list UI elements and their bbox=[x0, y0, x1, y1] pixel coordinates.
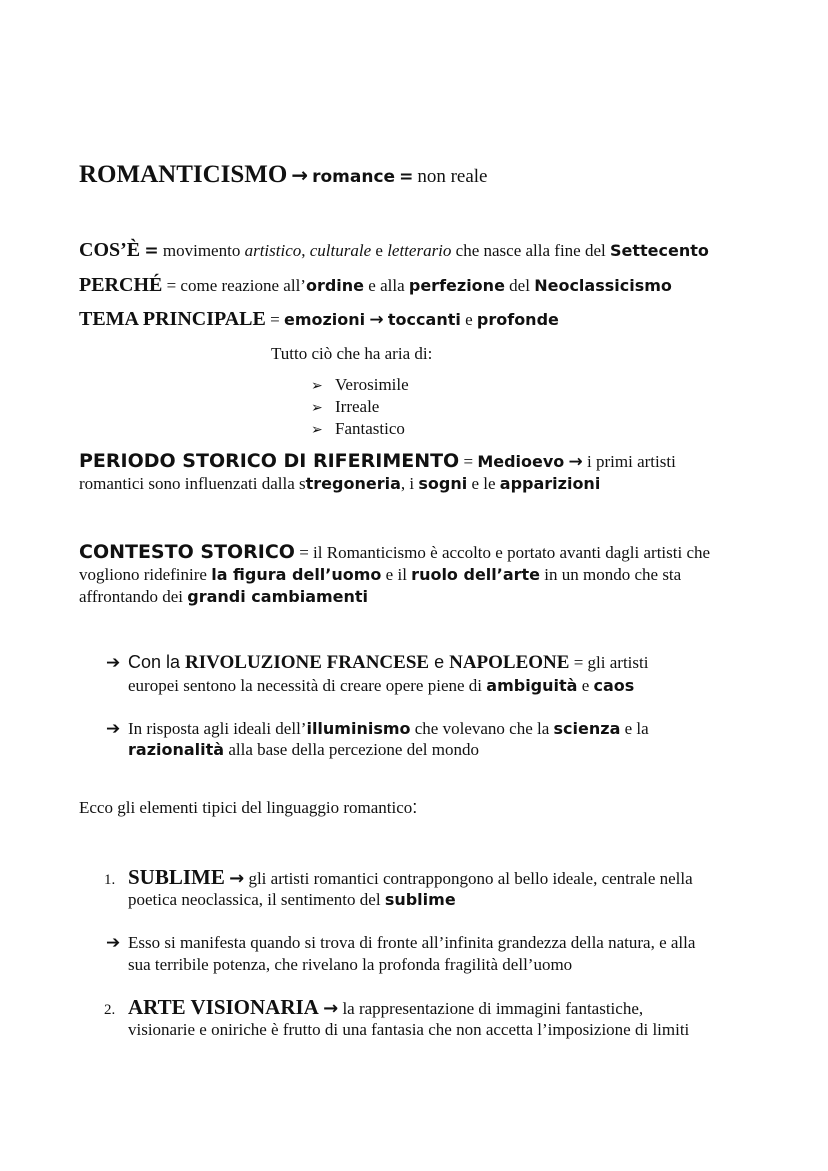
contesto-label: CONTESTO STORICO bbox=[79, 541, 295, 563]
arrow-icon: → bbox=[369, 310, 384, 330]
list-item bbox=[311, 396, 409, 418]
item-bold: sublime bbox=[384, 890, 456, 909]
perche-line bbox=[79, 275, 672, 296]
perche-text: del bbox=[504, 276, 535, 295]
cose-eq: = bbox=[144, 241, 159, 261]
contesto-line3 bbox=[79, 586, 368, 607]
bullet-text: alla base della percezione del mondo bbox=[224, 740, 479, 759]
title-word: romance bbox=[312, 167, 396, 187]
bullet-text: europei sentono la necessità di creare opere piene di bbox=[128, 676, 487, 695]
contesto-text: vogliono ridefinire bbox=[79, 565, 212, 584]
arrow-bullet-icon: ➔ bbox=[106, 719, 121, 739]
contesto-line2 bbox=[79, 564, 681, 585]
perche-bold: perfezione bbox=[408, 276, 505, 295]
item-number: 2. bbox=[104, 1002, 116, 1018]
bullet-text: = gli artisti bbox=[569, 653, 649, 672]
title-meaning: non reale bbox=[417, 166, 488, 187]
list-item bbox=[311, 418, 409, 440]
contesto-bold: la figura dell’uomo bbox=[211, 565, 382, 584]
periodo-text: e le bbox=[467, 474, 500, 493]
sub-bullet-line1 bbox=[106, 932, 695, 954]
triangle-bullet-icon: ➢ bbox=[311, 378, 323, 394]
perche-text: = come reazione all’ bbox=[162, 276, 306, 295]
arrow-icon: → bbox=[291, 163, 309, 187]
list-item-1-line1 bbox=[104, 865, 693, 892]
perche-label: PERCHÉ bbox=[79, 274, 163, 296]
ecco-line bbox=[79, 797, 417, 818]
tema-text: e bbox=[460, 310, 477, 329]
bullet-text: e bbox=[577, 676, 594, 695]
tema-bold: toccanti bbox=[387, 310, 461, 329]
periodo-bold: Medioevo bbox=[477, 452, 565, 471]
tutto-intro: Tutto ciò che ha aria di: bbox=[271, 344, 433, 363]
bullet-text: In risposta agli ideali dell’ bbox=[128, 719, 307, 738]
triangle-bullet-icon: ➢ bbox=[311, 400, 323, 416]
tutto-list bbox=[311, 374, 409, 440]
bullet-1-line2 bbox=[128, 675, 634, 696]
bullet-bold: ambiguità bbox=[486, 676, 578, 695]
perche-bold: ordine bbox=[305, 276, 365, 295]
ecco-colon: : bbox=[412, 797, 418, 817]
contesto-text: affrontando dei bbox=[79, 587, 188, 606]
contesto-text: in un mondo che sta bbox=[540, 565, 682, 584]
bullet-bold: razionalità bbox=[128, 740, 225, 759]
list-item-label: Fantastico bbox=[335, 419, 405, 438]
arrow-bullet-icon: ➔ bbox=[106, 933, 121, 953]
sub-text: Esso si manifesta quando si trova di fronte all’infinita grandezza della natura, e alla bbox=[128, 933, 696, 952]
bullet-1-line1 bbox=[106, 651, 648, 674]
sub-text: sua terribile potenza, che rivelano la profonda fragilità dell’uomo bbox=[128, 955, 573, 974]
periodo-text: romantici sono influenzati dalla s bbox=[79, 474, 306, 493]
bullet-text: Con la bbox=[128, 652, 186, 672]
bullet-text: e la bbox=[620, 719, 649, 738]
perche-text: e alla bbox=[364, 276, 409, 295]
contesto-line1 bbox=[79, 542, 710, 563]
periodo-text: i primi artisti bbox=[582, 452, 676, 471]
triangle-bullet-icon: ➢ bbox=[311, 422, 323, 438]
bullet-bold: NAPOLEONE bbox=[449, 652, 570, 673]
list-item-2-line2 bbox=[128, 1019, 689, 1040]
list-item-1-line2 bbox=[128, 889, 456, 910]
item-label: ARTE VISIONARIA bbox=[128, 995, 319, 1019]
arrow-icon: → bbox=[568, 452, 583, 472]
arrow-icon: → bbox=[229, 868, 245, 889]
item-text: visionarie e oniriche è frutto di una fantasia che non accetta l’imposizione di limiti bbox=[128, 1020, 690, 1039]
cose-text: che nasce alla fine del bbox=[451, 241, 610, 260]
item-text: la rappresentazione di immagini fantastiche, bbox=[338, 999, 644, 1018]
list-item-2-line1 bbox=[104, 995, 643, 1022]
periodo-bold: sogni bbox=[418, 474, 468, 493]
contesto-bold: ruolo dell’arte bbox=[411, 565, 541, 584]
cose-text: movimento bbox=[162, 241, 245, 260]
tema-text: = bbox=[265, 310, 284, 329]
list-item bbox=[311, 374, 409, 396]
title-eq: = bbox=[399, 167, 414, 187]
arrow-bullet-icon: ➔ bbox=[106, 653, 121, 673]
page-title bbox=[79, 161, 487, 189]
tema-line bbox=[79, 309, 559, 331]
cose-text: , bbox=[301, 241, 310, 260]
item-number: 1. bbox=[104, 872, 116, 888]
ecco-text: Ecco gli elementi tipici del linguaggio romantico bbox=[79, 798, 413, 817]
periodo-text: , i bbox=[400, 474, 419, 493]
cose-italic: letterario bbox=[387, 241, 452, 260]
cose-italic: artistico bbox=[244, 241, 302, 260]
bullet-text: e bbox=[429, 652, 450, 672]
tema-bold: profonde bbox=[476, 310, 559, 329]
periodo-line2 bbox=[79, 473, 600, 494]
cose-italic: culturale bbox=[309, 241, 372, 260]
tema-bold: emozioni bbox=[283, 310, 366, 329]
bullet-bold: RIVOLUZIONE FRANCESE bbox=[185, 652, 430, 673]
periodo-bold: tregoneria bbox=[305, 474, 401, 493]
item-text: poetica neoclassica, il sentimento del bbox=[128, 890, 385, 909]
periodo-line1 bbox=[79, 451, 676, 473]
cose-line bbox=[79, 240, 709, 262]
contesto-bold: grandi cambiamenti bbox=[187, 587, 369, 606]
periodo-bold: apparizioni bbox=[499, 474, 601, 493]
item-label: SUBLIME bbox=[128, 865, 225, 889]
cose-label: COS’È bbox=[79, 239, 141, 261]
item-text: gli artisti romantici contrappongono al bello ideale, centrale nella bbox=[244, 869, 693, 888]
arrow-icon: → bbox=[323, 998, 339, 1019]
title-main: ROMANTICISMO bbox=[79, 161, 288, 188]
bullet-bold: illuminismo bbox=[306, 719, 411, 738]
cose-bold: Settecento bbox=[609, 241, 709, 260]
contesto-text: e il bbox=[381, 565, 412, 584]
perche-bold: Neoclassicismo bbox=[534, 276, 672, 295]
contesto-text: = il Romanticismo è accolto e portato avanti dagli artisti che bbox=[294, 543, 711, 562]
sub-bullet-line2 bbox=[128, 954, 572, 975]
list-item-label: Irreale bbox=[335, 397, 380, 416]
bullet-2-line2 bbox=[128, 739, 479, 760]
bullet-bold: scienza bbox=[553, 719, 621, 738]
periodo-text: = bbox=[459, 452, 478, 471]
list-item-label: Verosimile bbox=[335, 375, 409, 394]
cose-text: e bbox=[371, 241, 388, 260]
tema-label: TEMA PRINCIPALE bbox=[79, 308, 266, 330]
periodo-label: PERIODO STORICO DI RIFERIMENTO bbox=[79, 450, 460, 472]
bullet-bold: caos bbox=[593, 676, 635, 695]
bullet-text: che volevano che la bbox=[410, 719, 554, 738]
bullet-2-line1 bbox=[106, 718, 649, 740]
